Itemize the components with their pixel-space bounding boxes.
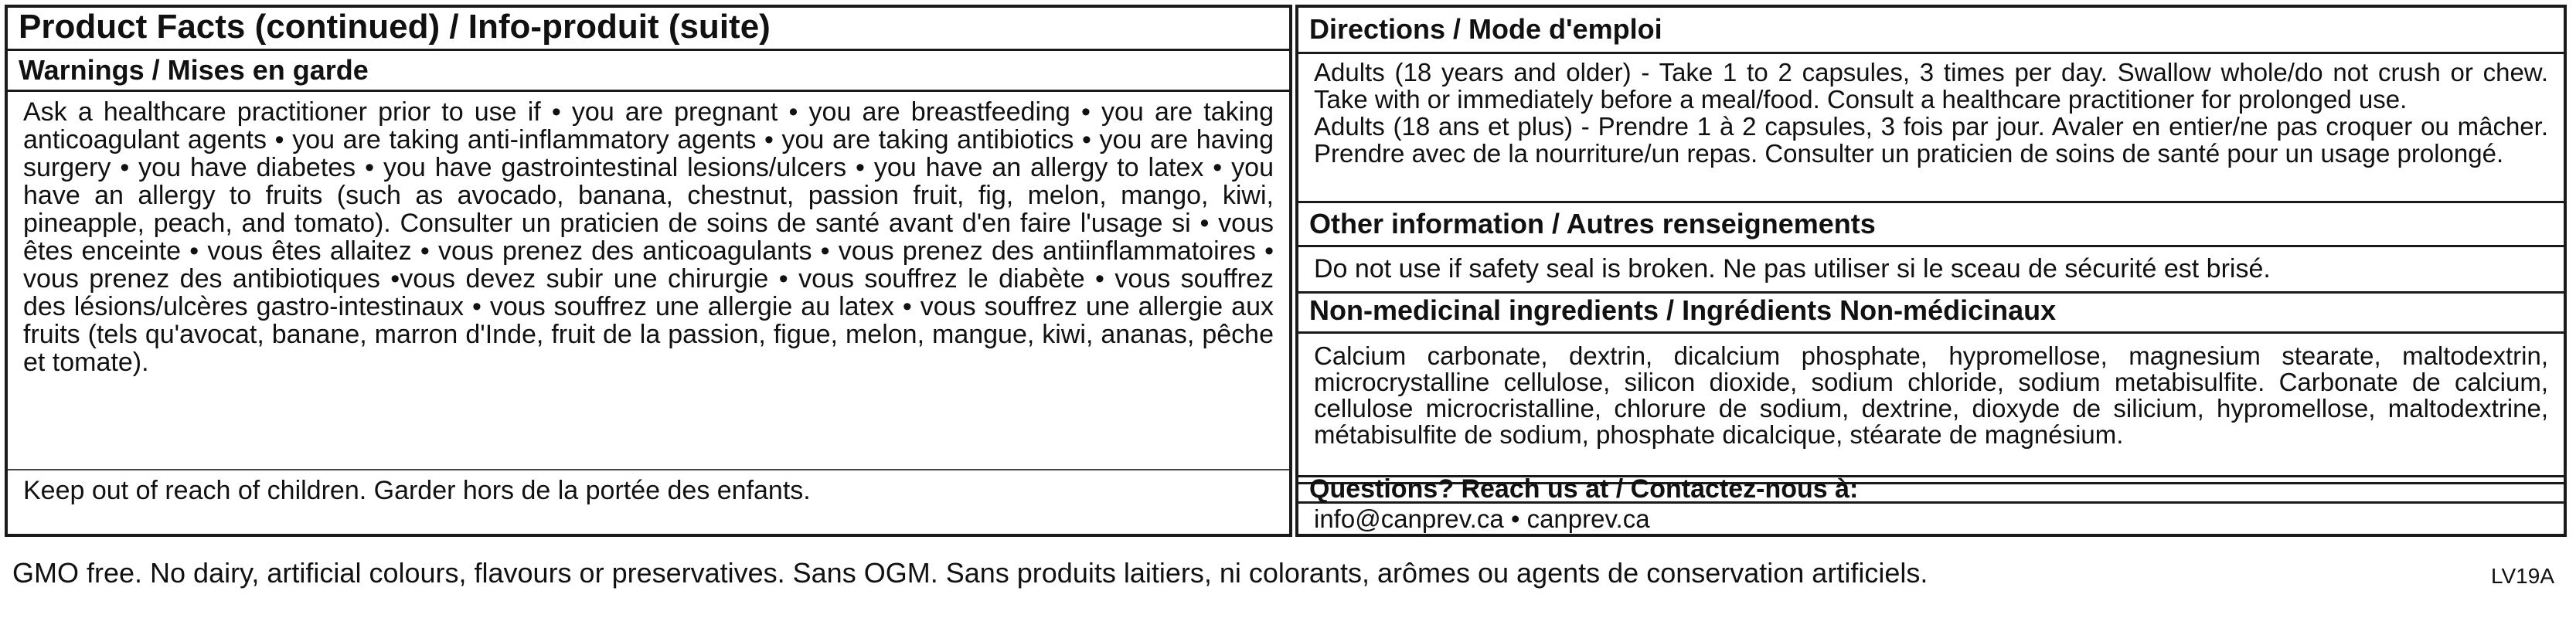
directions-english: Adults (18 years and older) - Take 1 to 2 capsules, 3 times per day. Swallow whole/do not crush or chew. Take with or immediately before a meal/food. Consult a healthcare practitioner for prolonged use. xyxy=(1314,58,2548,114)
other-info-heading: Other information / Autres renseignements xyxy=(1298,203,2564,247)
warnings-heading: Warnings / Mises en garde xyxy=(8,51,1289,92)
warnings-text: Ask a healthcare practitioner prior to use if • you are pregnant • you are breastfeeding • you are taking anticoagulant agents • you are taking anti-inflammatory agents • you are taking antibiotics • you are having surgery • you have diabetes • you have gastrointestinal lesions/ulcers • you have an allergy to latex • you have an allergy to fruits (such as avocado, banana, chestnut, passion fruit, fig, melon, mango, kiwi, pineapple, peach, and tomato). Consulter un praticien de soins de santé avant d'en faire l'usage si • vous êtes enceinte • vous êtes allaitez • vous prenez des anticoagulants • vous prenez des antiinflammatoires • vous prenez des antibiotiques •vous devez subir une chirurgie • vous souffrez le diabète • vous souffrez des lésions/ulcères gastro-intestinaux • vous souffrez une allergie au latex • vous souffrez une allergie aux fruits (tels qu'avocat, banane, marron d'Inde, fruit de la passion, figue, melon, mangue, kiwi, ananas, pêche et tomate). xyxy=(8,92,1289,470)
questions-section xyxy=(1298,474,2564,534)
product-facts-panel xyxy=(5,5,1292,537)
ingredients-heading: Non-medicinal ingredients / Ingrédients Non-médicinaux xyxy=(1298,289,2564,334)
directions-panel xyxy=(1295,5,2567,537)
gmo-statement: GMO free. No dairy, artificial colours, flavours or preservatives. Sans OGM. Sans produits laitiers, ni colorants, arômes ou agents de conservation artificiels. xyxy=(12,557,1928,589)
contact-text[interactable]: info@canprev.ca • canprev.ca xyxy=(1314,504,1650,533)
label-code: LV19A xyxy=(2491,564,2554,588)
panel-title: Product Facts (continued) / Info-produit (suite) xyxy=(8,8,1289,51)
ingredients-text: Calcium carbonate, dextrin, dicalcium phosphate, hypromellose, magnesium stearate, maltodextrin, microcrystalline cellulose, silicon dioxide, sodium chloride, sodium metabisulfite. Carbonate de calcium, cellulose microcristalline, chlorure de sodium, dextrine, dioxyde de silicium, hypromellose, maltodextrine, métabisulfite de sodium, phosphate dicalcique, stéarate de magnésium. xyxy=(1298,334,2564,477)
directions-text xyxy=(1298,54,2564,203)
questions-heading: Questions? Reach us at / Contactez-nous à: xyxy=(1298,474,2564,504)
other-info-text: Do not use if safety seal is broken. Ne pas utiliser si le sceau de sécurité est brisé. xyxy=(1298,247,2564,294)
directions-heading: Directions / Mode d'emploi xyxy=(1298,8,2564,54)
directions-french: Adults (18 ans et plus) - Prendre 1 à 2 capsules, 3 fois par jour. Avaler en entier/ne pas croquer ou mâcher. Prendre avec de la nourriture/un repas. Consulter un praticien de soins de santé pour un usage prolongé. xyxy=(1314,112,2548,168)
keep-out-text: Keep out of reach of children. Garder hors de la portée des enfants. xyxy=(23,476,811,505)
